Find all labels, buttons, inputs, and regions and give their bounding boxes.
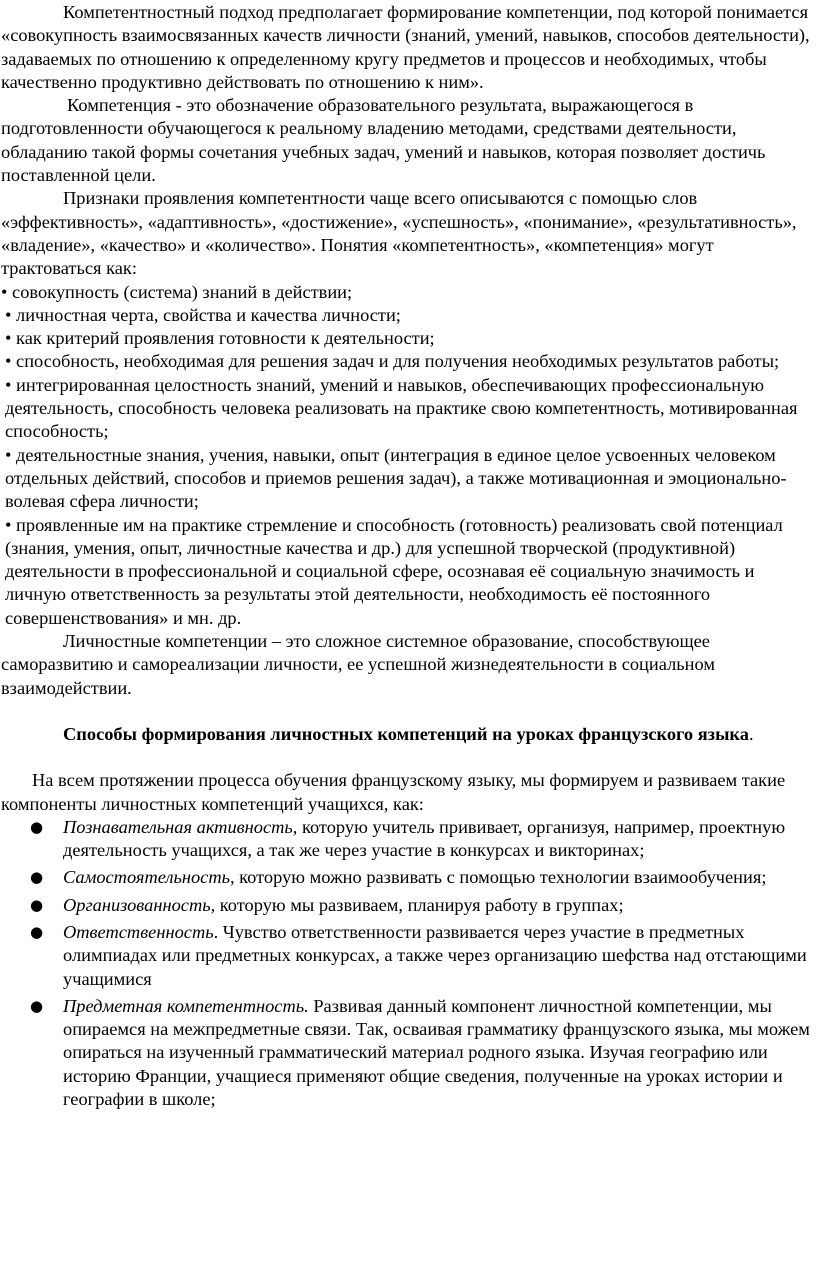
bullet-line: • деятельностные знания, учения, навыки, опыт (интеграция в единое целое усвоенных человеком отдельных действий, способов и приемов решения задач), а также мотивационная и эмоционально-волевая сфера личности; bbox=[5, 444, 787, 512]
list-item-text: . Чувство ответственности развивается через участие в предметных олимпиадах или предметных конкурсах, а также через организацию шефства над отстающими учащимися bbox=[63, 921, 807, 989]
list-item-term: Самостоятельность, bbox=[63, 867, 235, 888]
paragraph-competence-definition: Компетенция - это обозначение образовательного результата, выражающегося в подготовленности обучающегося к реальному владению методами, средствами деятельности, обладанию такой формы сочетания учебных задач, умений и навыков, которая позволяет достичь поставленной цели. bbox=[1, 95, 766, 186]
list-item-term: Организованность, bbox=[63, 894, 216, 915]
bullet-line: • личностная черта, свойства и качества личности; bbox=[5, 304, 401, 325]
bullet-dot-icon: ● bbox=[30, 817, 44, 836]
section-heading-period: . bbox=[748, 723, 754, 744]
list-item-text: которую мы развиваем, планируя работу в группах; bbox=[215, 894, 624, 915]
list-item-term: Познавательная активность, bbox=[63, 816, 298, 837]
list-item bbox=[1, 894, 812, 917]
bullet-line: • способность, необходимая для решения задач и для получения необходимых результатов работы; bbox=[5, 351, 780, 372]
list-item-term: Предметная компетентность. bbox=[63, 995, 309, 1016]
bullet-dot-icon: ● bbox=[30, 996, 44, 1015]
component-list bbox=[1, 816, 812, 1112]
bullet-line: • совокупность (система) знаний в действии; bbox=[1, 281, 353, 302]
list-item bbox=[1, 995, 812, 1111]
paragraph-intro: На всем протяжении процесса обучения французскому языку, мы формируем и развиваем такие компоненты личностных компетенций учащихся, как: bbox=[1, 770, 786, 814]
bullet-line: • интегрированная целостность знаний, умений и навыков, обеспечивающих профессиональную деятельность, способность человека реализовать на практике свою компетентность, мотивированная способность; bbox=[5, 374, 798, 442]
section-heading-text: Способы формирования личностных компетенций на уроках французского языка bbox=[63, 723, 749, 744]
list-item-text: Развивая данный компонент личностной компетенции, мы опираемся на межпредметные связи. Так, осваивая грамматику французского языка, мы можем опираться на изученный грамматический материал родного языка. Изучая географию или историю Франции, учащиеся применяют общие сведения, полученные на уроках истории и географии в школе; bbox=[63, 995, 810, 1110]
bullet-line: • проявленные им на практике стремление и способность (готовность) реализовать свой потенциал (знания, умения, опыт, личностные качества и др.) для успешной творческой (продуктивной) деятельности в профессиональной и социальной сфере, осознавая её социальную значимость и личную ответственность за результаты этой деятельности, необходимость её постоянного совершенствования» и мн. др. bbox=[5, 514, 783, 628]
list-item-text: которую можно развивать с помощью технологии взаимообучения; bbox=[234, 867, 767, 888]
paragraph-personal-competences: Личностные компетенции – это сложное системное образование, способствующее саморазвитию и самореализации личности, ее успешной жизнедеятельности в социальном взаимодействии. bbox=[1, 631, 715, 698]
list-item bbox=[1, 816, 812, 863]
paragraph-competence-signs: Признаки проявления компетентности чаще всего описываются с помощью слов «эффективность», «адаптивность», «достижение», «успешность», «понимание», «результативность», «владение», «качество» и «количество». Понятия «компетентность», «компетенция» могут трактоваться как: bbox=[1, 188, 797, 279]
section-heading bbox=[1, 723, 812, 746]
list-item bbox=[1, 866, 812, 889]
list-item-text: которую учитель прививает, организуя, например, проектную деятельность учащихся, а так же через участие в конкурсах и викторинах; bbox=[63, 816, 786, 861]
list-item bbox=[1, 921, 812, 991]
bullet-line: • как критерий проявления готовности к деятельности; bbox=[5, 328, 435, 349]
bullet-dot-icon: ● bbox=[30, 868, 44, 887]
bullet-dot-icon: ● bbox=[30, 895, 44, 914]
list-item-term: Ответственность bbox=[63, 921, 214, 942]
paragraph-competence-approach: Компетентностный подход предполагает формирование компетенции, под которой понимается «совокупность взаимосвязанных качеств личности (знаний, умений, навыков, способов деятельности), задаваемых по отношению к определенному кругу предметов и процессов и необходимых, чтобы качественно продуктивно действовать по отношению к ним». bbox=[1, 2, 810, 92]
bullet-dot-icon: ● bbox=[30, 922, 44, 941]
